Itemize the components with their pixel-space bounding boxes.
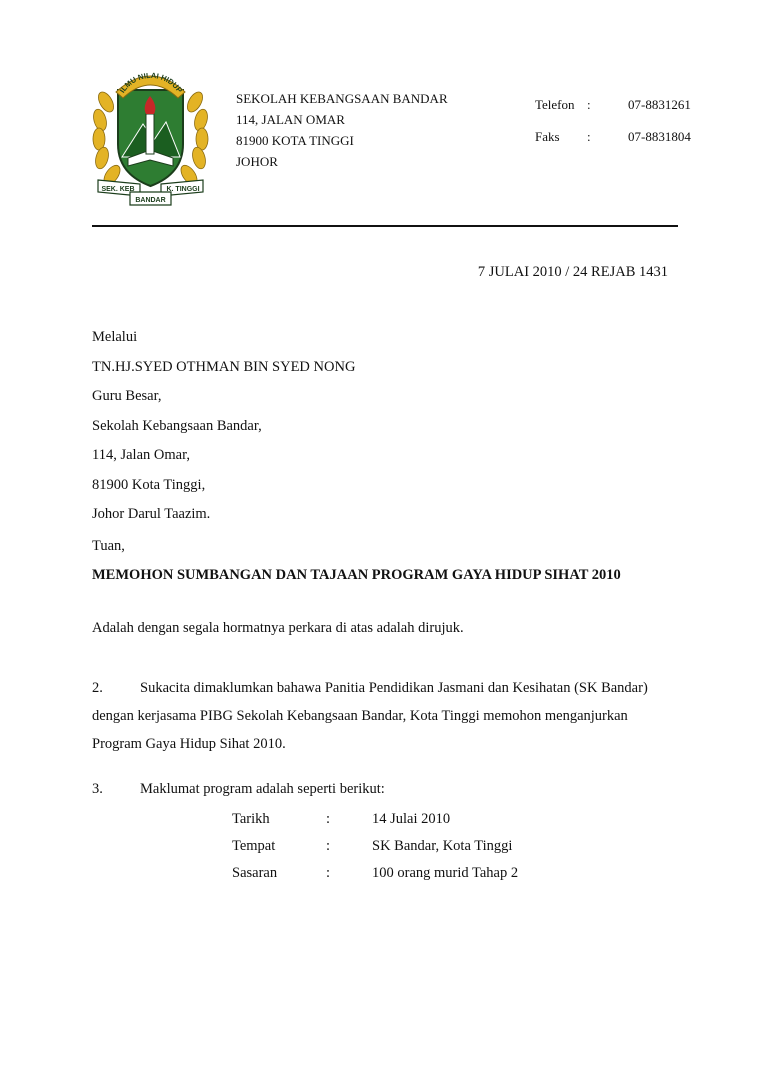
contact-colon: :: [587, 97, 591, 112]
detail-colon: :: [326, 811, 331, 827]
contact-value: 07-8831261: [628, 97, 691, 112]
paragraph-number: 2.: [92, 680, 103, 696]
svg-text:BANDAR: BANDAR: [135, 197, 166, 204]
detail-colon: :: [326, 838, 331, 854]
paragraph-number: 3.: [92, 781, 103, 797]
school-address: [236, 88, 448, 172]
program-details: [232, 806, 592, 887]
svg-text:SEK. KEB: SEK. KEB: [101, 186, 135, 193]
address-line: JOHOR: [236, 154, 278, 169]
letter-subject: MEMOHON SUMBANGAN DAN TAJAAN PROGRAM GAYA HIDUP SIHAT 2010: [92, 567, 621, 583]
letterhead-divider: [92, 225, 678, 227]
salutation: Tuan,: [92, 538, 125, 554]
detail-label: Sasaran: [232, 865, 278, 881]
detail-row-sasaran: [232, 860, 592, 887]
contact-info: [535, 97, 705, 161]
school-crest-icon: [88, 62, 213, 212]
contact-colon: :: [587, 129, 591, 144]
detail-value: 100 orang murid Tahap 2: [372, 865, 519, 881]
detail-label: Tarikh: [232, 811, 270, 827]
contact-label: Telefon: [535, 97, 575, 112]
recipient-block: [92, 323, 355, 530]
letter-date: 7 JULAI 2010 / 24 REJAB 1431: [477, 264, 668, 280]
detail-colon: :: [326, 865, 331, 881]
recipient-line: TN.HJ.SYED OTHMAN BIN SYED NONG: [92, 358, 356, 375]
detail-row-tempat: [232, 833, 592, 860]
recipient-line: Melalui: [92, 329, 138, 345]
recipient-line: Johor Darul Taazim.: [92, 506, 211, 522]
recipient-line: 114, Jalan Omar,: [92, 447, 190, 463]
recipient-line: Sekolah Kebangsaan Bandar,: [92, 417, 262, 434]
address-line: 114, JALAN OMAR: [236, 112, 345, 127]
recipient-line: 81900 Kota Tinggi,: [92, 476, 206, 493]
detail-row-tarikh: [232, 806, 592, 833]
contact-row-telefon: [535, 97, 705, 129]
paragraph-1: Adalah dengan segala hormatnya perkara di atas adalah dirujuk.: [92, 620, 464, 636]
address-line: SEKOLAH KEBANGSAAN BANDAR: [236, 91, 448, 106]
address-line: 81900 KOTA TINGGI: [236, 133, 354, 148]
recipient-line: Guru Besar,: [92, 388, 162, 404]
paragraph-text: Maklumat program adalah seperti berikut:: [140, 781, 385, 797]
paragraph-2: [92, 674, 652, 758]
contact-value: 07-8831804: [628, 129, 691, 144]
svg-text:K. TINGGI: K. TINGGI: [166, 186, 200, 193]
svg-text:ILMU NILAI HIDUP: ILMU NILAI HIDUP: [117, 70, 185, 95]
contact-row-faks: [535, 129, 705, 161]
detail-value: 14 Julai 2010: [372, 811, 451, 827]
paragraph-3: [92, 781, 385, 798]
detail-label: Tempat: [232, 838, 276, 854]
paragraph-text: Sukacita dimaklumkan bahawa Panitia Pendidikan Jasmani dan Kesihatan (SK Bandar) dengan kerjasama PIBG Sekolah Kebangsaan Bandar, Kota Tinggi memohon menganjurkan Program Gaya Hidup Sihat 2010.: [92, 680, 648, 752]
contact-label: Faks: [535, 129, 560, 144]
detail-value: SK Bandar, Kota Tinggi: [372, 838, 513, 854]
